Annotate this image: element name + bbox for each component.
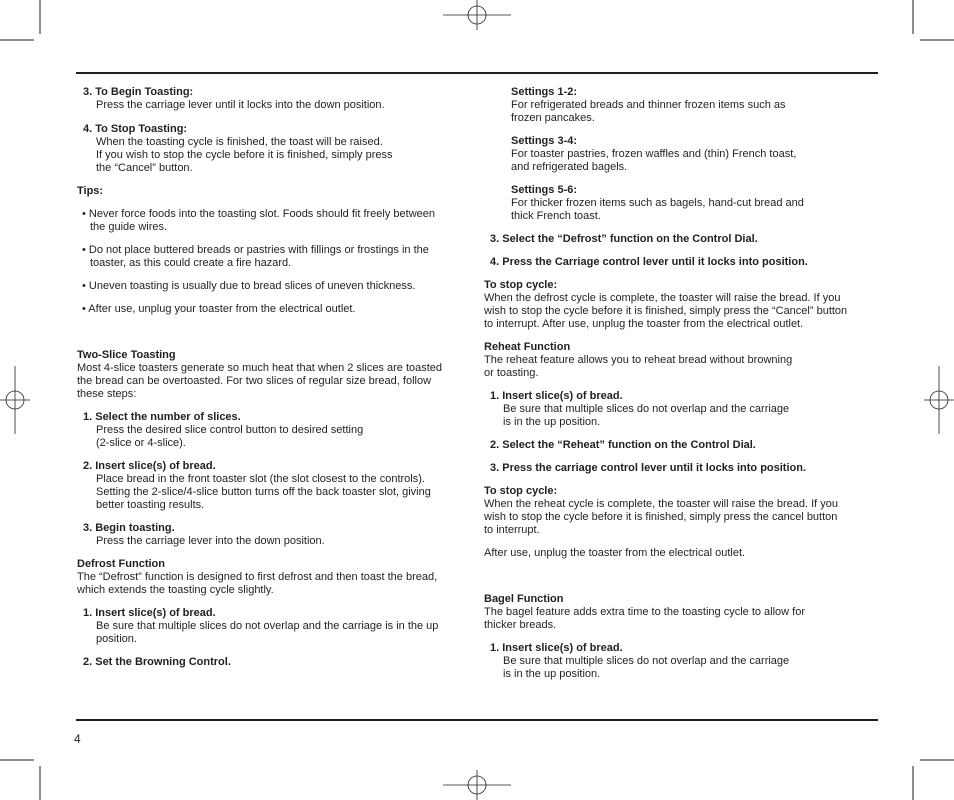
top-rule: [76, 72, 878, 74]
body-text: Most 4-slice toasters generate so much heat that when 2 slices are toasted: [77, 362, 443, 374]
step-heading: 1. Insert slice(s) of bread.: [83, 607, 216, 619]
setting-text: thick French toast.: [511, 210, 601, 222]
step-text: Press the desired slice control button to desired setting: [96, 424, 364, 436]
tip-item: • After use, unplug your toaster from the electrical outlet.: [82, 303, 356, 315]
setting-text: and refrigerated bagels.: [511, 161, 628, 173]
step-text: If you wish to stop the cycle before it is finished, simply press: [96, 149, 393, 161]
step-heading: 1. Insert slice(s) of bread.: [490, 390, 623, 402]
step-heading: 3. To Begin Toasting:: [83, 86, 194, 98]
step-text: Press the carriage lever into the down position.: [96, 535, 325, 547]
body-text: thicker breads.: [484, 619, 557, 631]
registration-mark-bottom: [443, 770, 511, 800]
tip-item: • Uneven toasting is usually due to bread slices of uneven thickness.: [82, 280, 416, 292]
step-heading: 3. Select the “Defrost” function on the Control Dial.: [490, 233, 758, 245]
tip-item: the guide wires.: [90, 221, 168, 233]
step-heading: 3. Press the carriage control lever until it locks into position.: [490, 462, 807, 474]
step-text: better toasting results.: [96, 499, 205, 511]
right-column: [484, 86, 876, 681]
body-text: or toasting.: [484, 367, 539, 379]
section-heading: Reheat Function: [484, 341, 571, 353]
body-text: the bread can be overtoasted. For two slices of regular size bread, follow: [77, 375, 432, 387]
setting-heading: Settings 5-6:: [511, 184, 578, 196]
setting-heading: Settings 3-4:: [511, 135, 578, 147]
setting-text: frozen pancakes.: [511, 112, 595, 124]
step-text: is in the up position.: [503, 416, 601, 428]
registration-mark-top: [443, 0, 511, 30]
step-heading: 2. Set the Browning Control.: [83, 656, 231, 668]
step-text: Place bread in the front toaster slot (the slot closest to the controls).: [96, 473, 425, 485]
setting-text: For refrigerated breads and thinner frozen items such as: [511, 99, 786, 111]
step-text: Be sure that multiple slices do not overlap and the carriage: [503, 403, 790, 415]
step-heading: 4. Press the Carriage control lever until it locks into position.: [490, 256, 808, 268]
step-heading: 2. Select the “Reheat” function on the Control Dial.: [490, 439, 756, 451]
body-text: After use, unplug the toaster from the electrical outlet.: [484, 547, 746, 559]
body-text: When the defrost cycle is complete, the toaster will raise the bread. If you: [484, 292, 841, 304]
step-text: When the toasting cycle is finished, the toast will be raised.: [96, 136, 383, 148]
body-text: When the reheat cycle is complete, the toaster will raise the bread. If you: [484, 498, 839, 510]
step-text: Setting the 2-slice/4-slice button turns off the back toaster slot, giving: [96, 486, 431, 498]
tip-item: toaster, as this could create a fire hazard.: [90, 257, 292, 269]
section-heading: Tips:: [77, 185, 104, 197]
body-text: The “Defrost” function is designed to first defrost and then toast the bread,: [77, 571, 438, 583]
registration-mark-right: [924, 366, 954, 434]
step-heading: 2. Insert slice(s) of bread.: [83, 460, 216, 472]
body-text: which extends the toasting cycle slightly.: [77, 584, 274, 596]
step-text: position.: [96, 633, 137, 645]
tip-item: • Never force foods into the toasting slot. Foods should fit freely between: [82, 208, 435, 220]
setting-heading: Settings 1-2:: [511, 86, 578, 98]
body-text: wish to stop the cycle before it is finished, simply press the “Cancel” button: [484, 305, 848, 317]
section-heading: Two-Slice Toasting: [77, 349, 176, 361]
body-text: these steps:: [77, 388, 137, 400]
section-heading: To stop cycle:: [484, 485, 558, 497]
step-text: (2-slice or 4-slice).: [96, 437, 186, 449]
body-text: The reheat feature allows you to reheat bread without browning: [484, 354, 793, 366]
tip-item: • Do not place buttered breads or pastries with fillings or frostings in the: [82, 244, 429, 256]
section-heading: To stop cycle:: [484, 279, 558, 291]
body-text: The bagel feature adds extra time to the toasting cycle to allow for: [484, 606, 806, 618]
body-text: wish to stop the cycle before it is finished, simply press the cancel button: [484, 511, 838, 523]
step-heading: 3. Begin toasting.: [83, 522, 175, 534]
setting-text: For thicker frozen items such as bagels, hand-cut bread and: [511, 197, 804, 209]
setting-text: For toaster pastries, frozen waffles and (thin) French toast,: [511, 148, 797, 160]
step-heading: 1. Insert slice(s) of bread.: [490, 642, 623, 654]
registration-mark-left: [0, 366, 30, 434]
step-text: Press the carriage lever until it locks into the down position.: [96, 99, 385, 111]
step-heading: 4. To Stop Toasting:: [83, 123, 188, 135]
section-heading: Defrost Function: [77, 558, 165, 570]
step-text: is in the up position.: [503, 668, 601, 680]
bottom-rule: [76, 719, 878, 721]
step-text: Be sure that multiple slices do not overlap and the carriage: [503, 655, 790, 667]
step-text: Be sure that multiple slices do not overlap and the carriage is in the up: [96, 620, 439, 632]
body-text: to interrupt. After use, unplug the toaster from the electrical outlet.: [484, 318, 804, 330]
left-column: [77, 86, 467, 669]
section-heading: Bagel Function: [484, 593, 564, 605]
step-text: the “Cancel” button.: [96, 162, 193, 174]
body-text: to interrupt.: [484, 524, 540, 536]
page-number: 4: [74, 732, 81, 746]
step-heading: 1. Select the number of slices.: [83, 411, 241, 423]
